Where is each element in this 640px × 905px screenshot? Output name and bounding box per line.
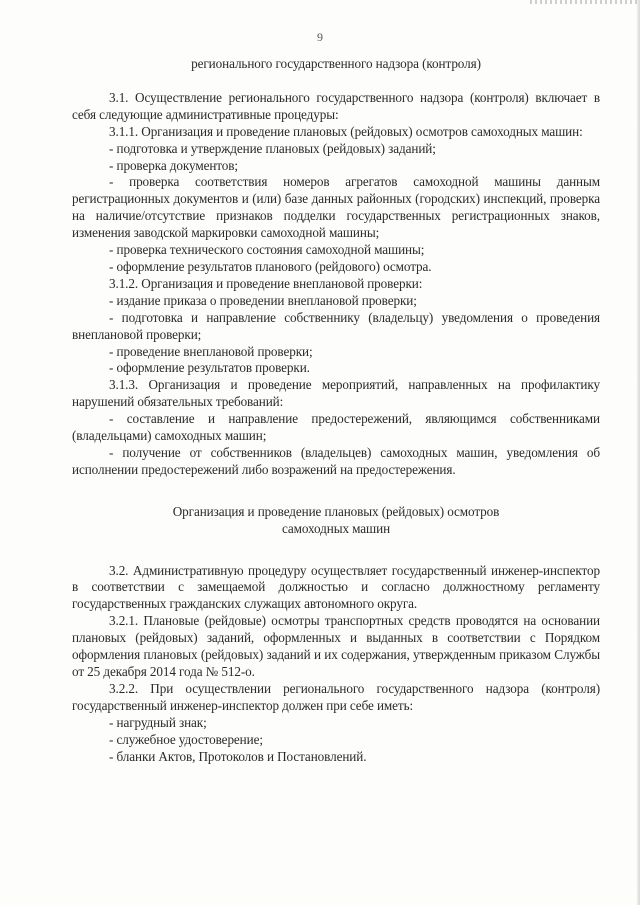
- subsection-heading: Организация и проведение плановых (рейдовых) осмотров: [172, 503, 500, 519]
- list-item: - проверка технического состояния самоходной машины;: [109, 242, 425, 258]
- list-item: - проведение внеплановой проверки;: [109, 343, 313, 359]
- list-item: - оформление результатов проверки.: [109, 360, 310, 376]
- paragraph-3-2-2: 3.2.2. При осуществлении регионального государственного надзора (контроля) государственный инженер-инспектор должен при себе иметь:: [72, 680, 600, 713]
- paragraph-3-1: 3.1. Осуществление регионального государственного надзора (контроля) включает в себя следующие административные процедуры:: [72, 89, 600, 122]
- list-item: - получение от собственников (владельцев) самоходных машин, уведомления об исполнении предостережений либо возражений на предостережения.: [72, 444, 600, 477]
- list-item: - проверка соответствия номеров агрегатов самоходной машины данным регистрационных документов и (или) базе данных районных (городских) инспекций, проверка на наличие/отсутствие признаков подделки государственных регистрационных знаков, изменения заводской маркировки самоходной машины;: [72, 174, 600, 241]
- list-item: - проверка документов;: [109, 157, 238, 173]
- paragraph-3-1-1: 3.1.1. Организация и проведение плановых (рейдовых) осмотров самоходных машин:: [109, 123, 583, 139]
- list-item: - бланки Актов, Протоколов и Постановлений.: [109, 748, 367, 764]
- page-number: 9: [317, 30, 323, 44]
- list-item: - нагрудный знак;: [109, 714, 207, 730]
- list-item: - подготовка и утверждение плановых (рейдовых) заданий;: [109, 140, 436, 156]
- list-item: - подготовка и направление собственнику (владельцу) уведомления о проведения внеплановой проверки;: [72, 309, 600, 342]
- paragraph-3-2-1: 3.2.1. Плановые (рейдовые) осмотры транспортных средств проводятся на основании плановых (рейдовых) заданий, оформленных и выданных в соответствии с Порядком оформления плановых (рейдовых) заданий и их содержания, утвержденным приказом Службы от 25 декабря 2014 года № 512-о.: [72, 613, 600, 679]
- paragraph-3-2: 3.2. Административную процедуру осуществляет государственный инженер-инспектор в соответствии с замещаемой должностью и согласно должностному регламенту государственных гражданских служащих автономного округа.: [72, 562, 600, 612]
- section-heading-continuation: регионального государственного надзора (контроля): [191, 56, 481, 71]
- page-edge-top-mark: [530, 0, 640, 4]
- list-item: - издание приказа о проведении внеплановой проверки;: [109, 292, 417, 308]
- list-item: - составление и направление предостережений, являющимся собственниками (владельцами) самоходных машин;: [72, 411, 600, 444]
- document-body: [72, 56, 600, 765]
- list-item: - служебное удостоверение;: [109, 731, 263, 747]
- subsection-heading: самоходных машин: [281, 520, 391, 536]
- paragraph-3-1-3: 3.1.3. Организация и проведение мероприятий, направленных на профилактику нарушений обязательных требований:: [72, 377, 600, 410]
- list-item: - оформление результатов планового (рейдового) осмотра.: [109, 258, 432, 274]
- paragraph-3-1-2: 3.1.2. Организация и проведение внеплановой проверки:: [109, 275, 423, 291]
